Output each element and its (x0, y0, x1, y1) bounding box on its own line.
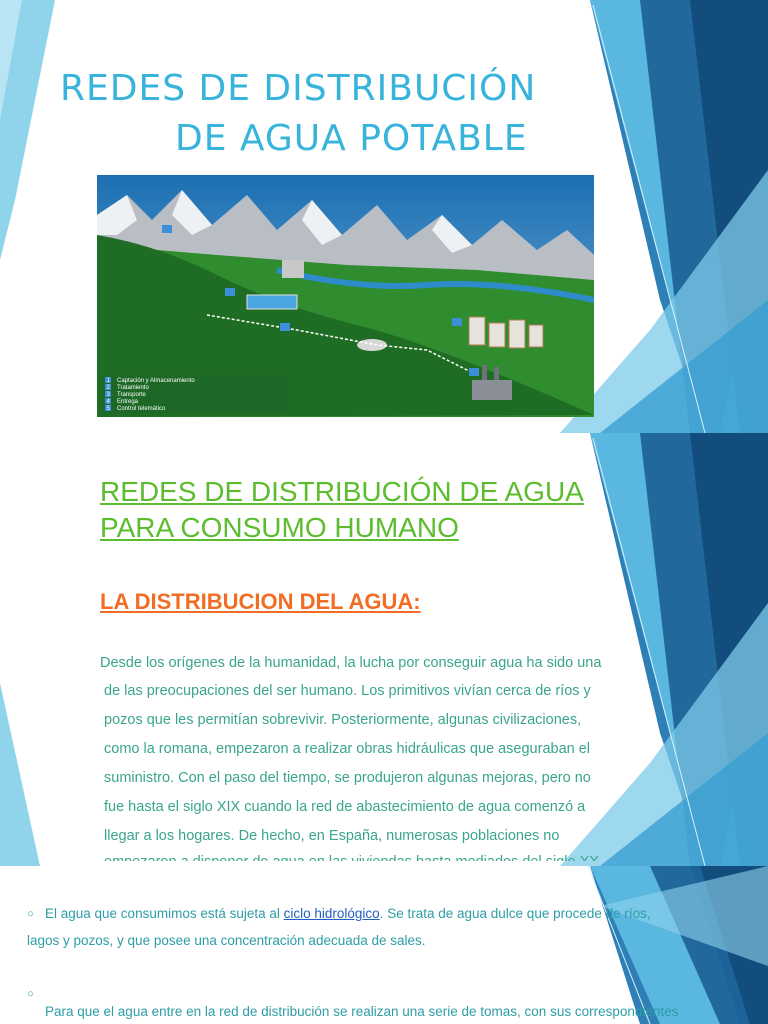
bullet-1-line-2: lagos y pozos, y que posee una concentración adecuada de sales. (27, 933, 426, 948)
paragraph-line-3: pozos que les permitían sobrevivir. Posteriormente, algunas civilizaciones, (104, 712, 582, 728)
slide-2-heading (100, 474, 680, 546)
legend-num-4: 4 (106, 399, 110, 405)
paragraph-line-7: llegar a los hogares. De hecho, en España, numerosas poblaciones no (104, 828, 560, 844)
bullet-1-text-post: . Se trata de agua dulce que procede de ríos, (379, 906, 651, 921)
bullet-1-marker: ○ (27, 908, 34, 920)
legend-num-1: 1 (106, 378, 110, 384)
paragraph-line-4: como la romana, empezaron a realizar obras hidráulicas que aseguraban el (104, 741, 591, 757)
legend-label-3: Transporte (117, 392, 146, 398)
slide-2-heading-line-1: REDES DE DISTRIBUCIÓN DE AGUA (100, 476, 584, 507)
legend-label-5: Control telemático (117, 406, 166, 412)
legend-num-3: 3 (106, 392, 110, 398)
paragraph-line-2: de las preocupaciones del ser humano. Los primitivos vivían cerca de ríos y (104, 683, 591, 699)
water-network-illustration (97, 175, 594, 417)
slide-2-heading-line-2: PARA CONSUMO HUMANO (100, 512, 459, 543)
paragraph-line-5: suministro. Con el paso del tiempo, se produjeron algunas mejoras, pero no (104, 770, 591, 786)
legend-label-1: Captación y Almacenamiento (117, 378, 195, 384)
legend-num-2: 2 (106, 385, 110, 391)
paragraph-line-6: fue hasta el siglo XIX cuando la red de abastecimiento de agua comenzó a (104, 799, 586, 815)
bullet-1-line-1 (45, 906, 651, 921)
legend-label-2: Tratamiento (117, 385, 149, 391)
slide-1-title-line-1: REDES DE DISTRIBUCIÓN (60, 68, 537, 109)
bullet-2-marker: ○ (27, 988, 34, 1000)
legend-label-4: Entrega (117, 399, 139, 405)
legend-num-5: 5 (106, 406, 110, 412)
slide-1-title-line-2: DE AGUA POTABLE (175, 118, 528, 159)
slide-2-subheading: LA DISTRIBUCION DEL AGUA: (100, 589, 421, 614)
ciclo-hidrologico-link[interactable]: ciclo hidrológico (283, 906, 380, 921)
bullet-1-text-pre: El agua que consumimos está sujeta al (45, 906, 284, 921)
bullet-2-line-1: Para que el agua entre en la red de distribución se realizan una serie de tomas, con sus correspondientes (45, 1004, 679, 1019)
slide-1 (0, 0, 768, 433)
paragraph-line-1: Desde los orígenes de la humanidad, la lucha por conseguir agua ha sido una (100, 655, 602, 671)
